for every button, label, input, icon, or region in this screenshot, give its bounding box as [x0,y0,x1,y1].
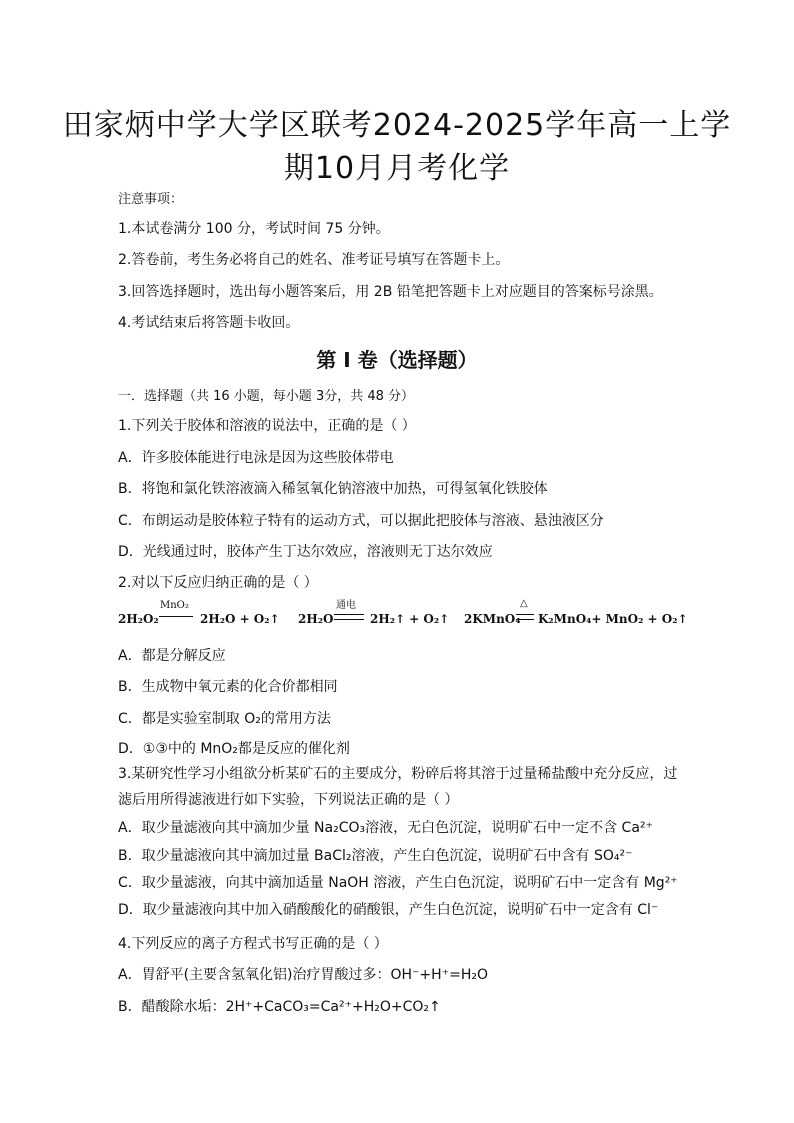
q2-equations [118,598,688,634]
eq2-product: 2H₂↑ + O₂↑ [370,612,450,626]
eq2-equals-line [334,614,364,620]
q1-stem: 1.下列关于胶体和溶液的说法中，正确的是（ ） [118,418,416,434]
q3-option-b: B．取少量滤液向其中滴加过量 BaCl₂溶液，产生白色沉淀，说明矿石中含有 SO₄²⁻ [118,848,633,864]
section-part-heading: 一．选择题（共 16 小题，每小题 3分，共 48 分） [118,389,415,404]
eq3-reactant: 2KMnO₄ [464,612,521,626]
q1-option-c: C．布朗运动是胶体粒子特有的运动方式，可以据此把胶体与溶液、悬浊液区分 [118,513,604,529]
q3-stem-line1: 3.某研究性学习小组欲分析某矿石的主要成分，粉碎后将其溶于过量稀盐酸中充分反应，过 [118,766,678,782]
eq2-condition: 通电 [336,600,356,611]
page-title-line1: 田家炳中学大学区联考2024-2025学年高一上学 [62,108,732,143]
eq1-arrow-line [159,616,193,617]
notice-item-3: 3.回答选择题时，选出每小题答案后，用 2B 铅笔把答题卡上对应题目的答案标号涂黑。 [118,284,663,300]
q2-option-c: C．都是实验室制取 O₂的常用方法 [118,711,331,727]
q1-option-d: D．光线通过时，胶体产生丁达尔效应，溶液则无丁达尔效应 [118,544,493,560]
notice-item-4: 4.考试结束后将答题卡收回。 [118,315,300,331]
section-title: 第 I 卷（选择题） [316,348,478,372]
q3-stem-line2: 滤后用所得滤液进行如下实验，下列说法正确的是（ ） [118,792,459,808]
q3-option-c: C．取少量滤液，向其中滴加适量 NaOH 溶液，产生白色沉淀，说明矿石中一定含有 Mg²⁺ [118,875,678,891]
eq3-equals-line [516,614,534,620]
q2-option-a: A．都是分解反应 [118,648,226,664]
eq1-reactant: 2H₂O₂ [118,612,159,626]
eq3-condition: △ [520,598,528,609]
q1-option-b: B．将饱和氯化铁溶液滴入稀氢氧化钠溶液中加热，可得氢氧化铁胶体 [118,481,548,497]
q4-option-b: B．醋酸除水垢：2H⁺+CaCO₃=Ca²⁺+H₂O+CO₂↑ [118,999,441,1015]
notice-heading: 注意事项： [118,192,184,207]
q1-option-a: A．许多胶体能进行电泳是因为这些胶体带电 [118,450,394,466]
eq3-product: K₂MnO₄+ MnO₂ + O₂↑ [538,612,688,626]
notice-item-1: 1.本试卷满分 100 分，考试时间 75 分钟。 [118,221,390,237]
q3-option-d: D．取少量滤液向其中加入硝酸酸化的硝酸银，产生白色沉淀，说明矿石中一定含有 Cl⁻ [118,902,659,918]
q2-stem: 2.对以下反应归纳正确的是（ ） [118,575,318,591]
q4-stem: 4.下列反应的离子方程式书写正确的是（ ） [118,936,388,952]
q4-option-a: A．胃舒平(主要含氢氧化铝)治疗胃酸过多：OH⁻+H⁺=H₂O [118,967,488,983]
eq1-product: 2H₂O + O₂↑ [200,612,280,626]
eq1-condition: MnO₂ [160,600,189,611]
q2-option-d: D．①③中的 MnO₂都是反应的催化剂 [118,741,350,757]
eq2-reactant: 2H₂O [298,612,334,626]
q3-option-a: A．取少量滤液向其中滴加少量 Na₂CO₃溶液，无白色沉淀，说明矿石中一定不含 Ca²⁺ [118,820,653,836]
notice-item-2: 2.答卷前，考生务必将自己的姓名、准考证号填写在答题卡上。 [118,252,510,268]
page-title-line2: 期10月月考化学 [283,151,511,186]
q2-option-b: B．生成物中氧元素的化合价都相同 [118,679,338,695]
